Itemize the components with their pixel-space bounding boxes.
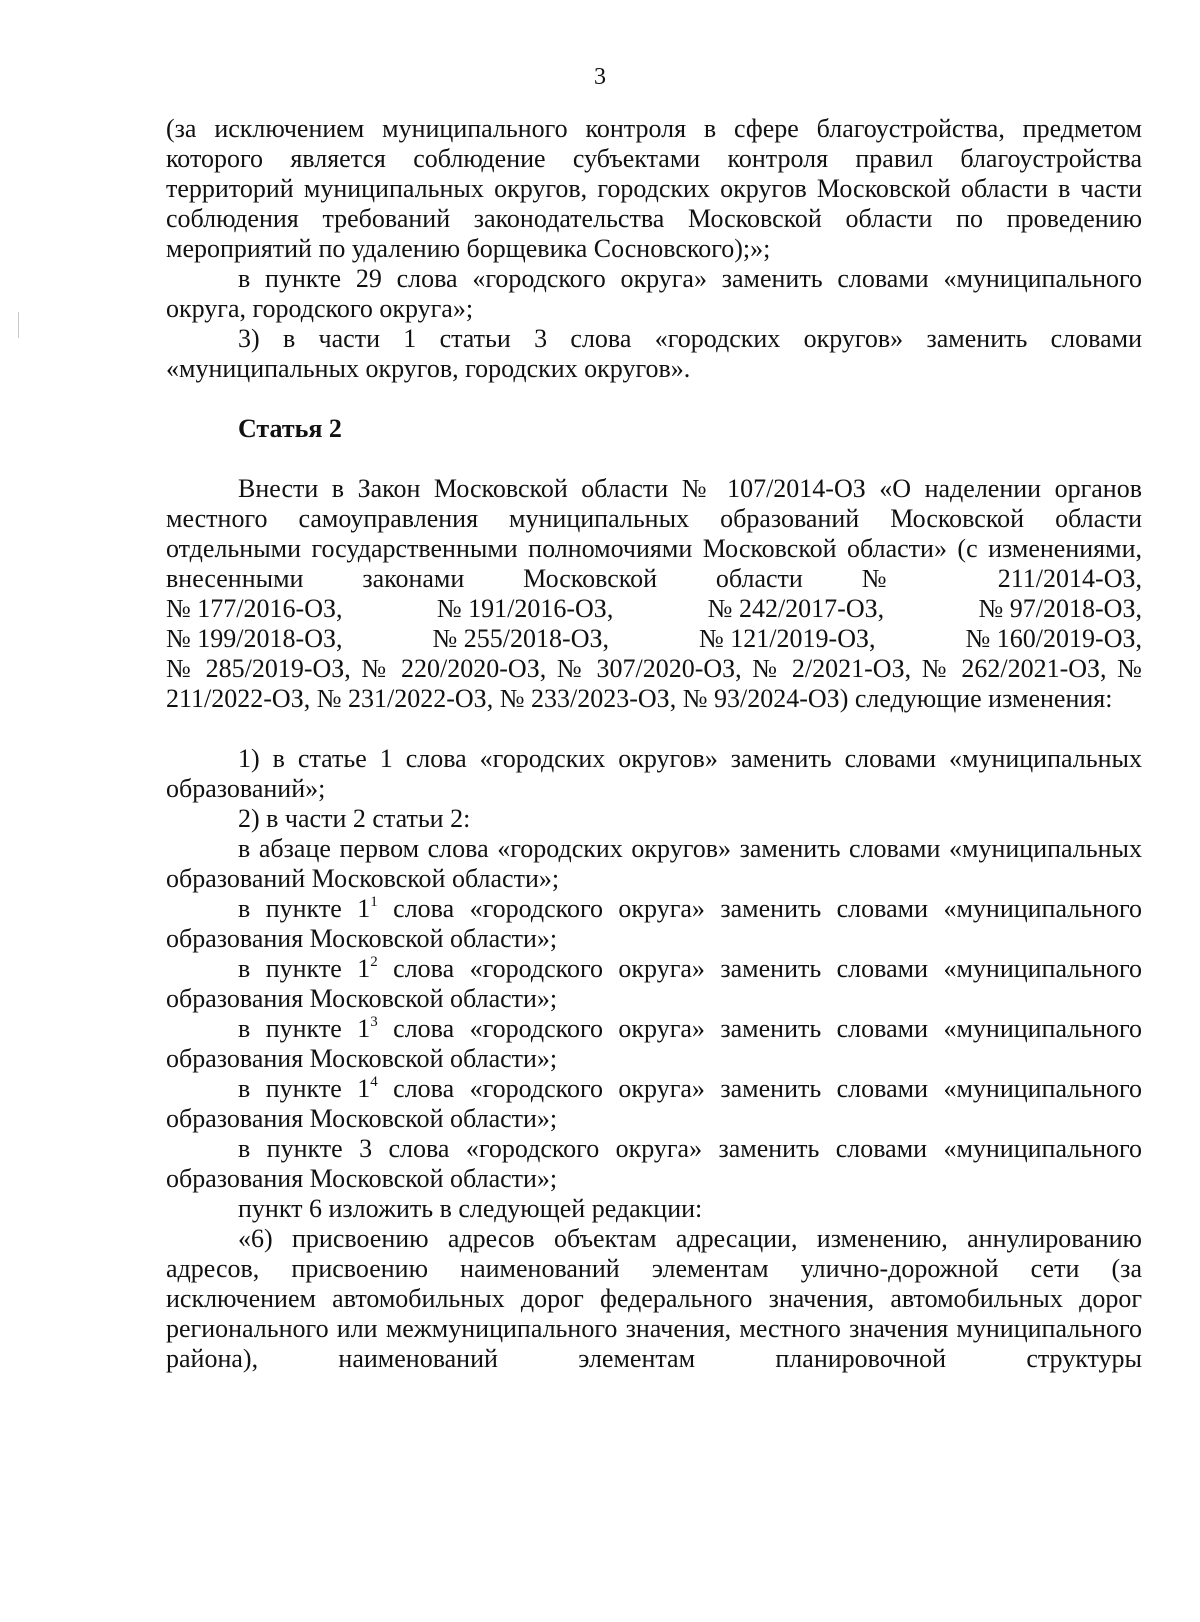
subitem-text-start: в пункте 1 (238, 954, 371, 983)
document-body (166, 114, 1142, 1374)
law-reference: № 160/2019-ОЗ, (965, 624, 1142, 653)
article-intro-start: Внести в Закон Московской области № 107/2014-ОЗ «О наделении органов местного самоуправления муниципальных образований Московской области отдельными государственными полномочиями Московской области» (с изменениями, внесенными законами Московской области № 211/2014-ОЗ, (166, 474, 1142, 593)
article-intro-end: № 285/2019-ОЗ, № 220/2020-ОЗ, № 307/2020-ОЗ, № 2/2021-ОЗ, № 262/2021-ОЗ, № 211/2022-ОЗ, № 231/2022-ОЗ, № 233/2023-ОЗ, № 93/2024-ОЗ) следующие изменения: (166, 654, 1142, 713)
subitem-point-3: в пункте 3 слова «городского округа» заменить словами «муниципального образования Московской области»; (166, 1134, 1142, 1193)
law-reference: № 177/2016-ОЗ, (166, 594, 343, 623)
superscript-index: 1 (370, 894, 378, 910)
paragraph-continuation: (за исключением муниципального контроля в сфере благоустройства, предметом которого является соблюдение субъектами контроля правил благоустройства территорий муниципальных округов, городских округов Московской области в части соблюдения требований законодательства Московской области по проведению мероприятий по удалению борщевика Сосновского);»; (166, 114, 1142, 263)
subitem-text-end: слова «городского округа» заменить словами «муниципального образования Московской области»; (166, 954, 1143, 1013)
subitem-text-start: в пункте 1 (238, 1074, 371, 1103)
law-reference: № 191/2016-ОЗ, (436, 594, 614, 623)
article-heading: Статья 2 (238, 414, 342, 443)
subitem-point-1-2 (166, 954, 1142, 1014)
superscript-index: 4 (370, 1074, 378, 1090)
subitem-point-6-intro: пункт 6 изложить в следующей редакции: (238, 1194, 703, 1223)
subitem-text-end: слова «городского округа» заменить словами «муниципального образования Московской области»; (166, 1074, 1143, 1133)
list-item-2: 2) в части 2 статьи 2: (238, 804, 471, 833)
subitem-text-start: в пункте 1 (238, 894, 371, 923)
subitem-text-end: слова «городского округа» заменить словами «муниципального образования Московской области»; (166, 1014, 1143, 1073)
blank-line (166, 384, 1142, 414)
law-reference: № 199/2018-ОЗ, (166, 624, 343, 653)
superscript-index: 3 (370, 1014, 378, 1030)
subitem-point-6-text: «6) присвоению адресов объектам адресации, изменению, аннулированию адресов, присвоению наименований элементам улично-дорожной сети (за исключением автомобильных дорог федерального значения, автомобильных дорог регионального или межмуниципального значения, местного значения муниципального района), наименований элементам планировочной структуры (166, 1224, 1142, 1373)
subitem-point-1-3 (166, 1014, 1142, 1074)
law-list-row (166, 624, 1142, 654)
blank-line (166, 714, 1142, 744)
list-item-1: 1) в статье 1 слова «городских округов» заменить словами «муниципальных образований»; (166, 744, 1142, 803)
scan-margin-mark (18, 312, 19, 338)
subitem-text-start: в пункте 1 (238, 1014, 371, 1043)
superscript-index: 2 (370, 954, 378, 970)
law-reference: № 121/2019-ОЗ, (699, 624, 876, 653)
page-number: 3 (594, 64, 606, 90)
law-reference: № 97/2018-ОЗ, (978, 594, 1142, 623)
paragraph-point-29: в пункте 29 слова «городского округа» заменить словами «муниципального округа, городского округа»; (166, 264, 1142, 323)
law-reference: № 242/2017-ОЗ, (707, 594, 885, 623)
blank-line (166, 444, 1142, 474)
law-reference: № 255/2018-ОЗ, (432, 624, 609, 653)
law-list-row (166, 594, 1142, 624)
subitem-text-end: слова «городского округа» заменить словами «муниципального образования Московской области»; (166, 894, 1143, 953)
subitem-paragraph-first: в абзаце первом слова «городских округов» заменить словами «муниципальных образований Московской области»; (166, 834, 1142, 893)
paragraph-item-3: 3) в части 1 статьи 3 слова «городских округов» заменить словами «муниципальных округов, городских округов». (166, 324, 1142, 383)
subitem-point-1-1 (166, 894, 1142, 954)
subitem-point-1-4 (166, 1074, 1142, 1134)
